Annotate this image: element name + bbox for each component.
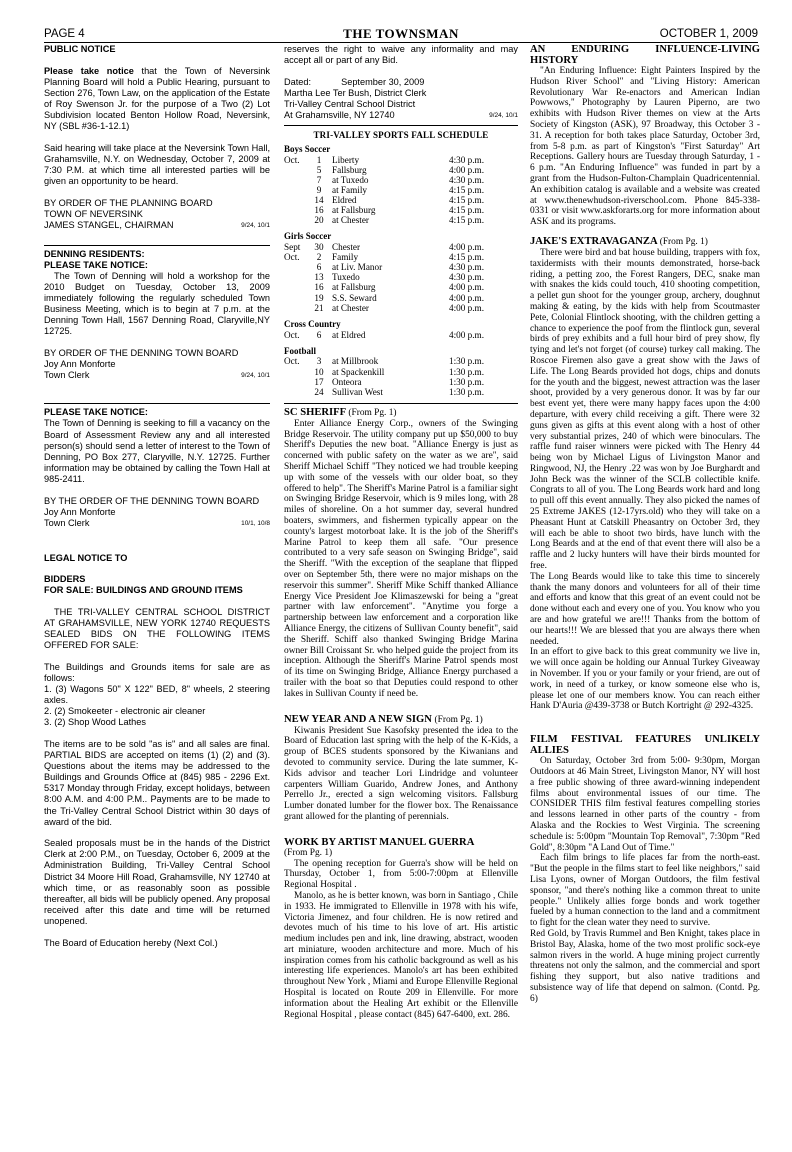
notice-signature-row <box>44 370 270 381</box>
schedule-opponent: at Liv. Manor <box>332 262 383 273</box>
notice-paragraph: Sealed proposals must be in the hands of the District Clerk at 2:00 P.M., on Tuesday, October 6, 2009 at the Administration Building, Tri-Valley Central School District 34 Moore Hill Road, Grahamsville, NY 12740 at which time, or as reasonably soon as possible thereafter, all bids will be publicly opened. Any proposal received after this date and time will be returned unopened. <box>44 838 270 926</box>
schedule-opponent: at Chester <box>332 302 369 313</box>
schedule-month <box>284 282 306 292</box>
publication-dates: 9/24, 10/1 <box>489 111 518 119</box>
article-paragraph: Red Gold, by Travis Rummel and Ben Knight, takes place in Bristol Bay, Alaska, home of the two most prolific sock-eye salmon rivers in the world. A huge mining project currently threatens not only the salmon, and the commercial and sport fishing they support, but also native traditions and subsistence way of life that depend on salmon. (Contd. Pg. 6) <box>530 928 760 1004</box>
notice-paragraph: Said hearing will take place at the Neversink Town Hall, Grahamsville, N.Y. on Wednesday, October 7, 2009 at 7:30 P.M. at which time all interested parties will be given an opportunity to be heard. <box>44 142 270 186</box>
schedule-time: 4:30 p.m. <box>449 262 484 273</box>
schedule-month: Sept <box>284 242 301 253</box>
table-row <box>284 195 518 205</box>
page-header <box>44 28 758 43</box>
article-new-sign <box>284 714 518 823</box>
schedule-month: Oct. <box>284 154 300 165</box>
notice-neversink-hearing <box>44 44 270 231</box>
notice-title: PLEASE TAKE NOTICE: <box>44 259 148 270</box>
schedule-month <box>284 262 306 272</box>
article-paragraph: "An Enduring Influence: Eight Painters Inspired by the Hudson River School" and "Living History: American Revolutionary War Re-enactors and American Indian Powwows," Photography by Lauren Piperno, are two exhibits with Hudson River themes on view at the Arts Society of Kingston (ASK), 97 Broadway, this October 3 - 31. A reception for both takes place Saturday, October 3rd, from 5-8 p.m. as part of Kingston's "First Saturday" Art Receptions. Gallery hours are Tuesday through Saturday, 1 - 6 p.m. "An Enduring Influence" was funded in part by a grant from the Hudson-Fulton-Champlain Quadricentennial. An exhibition catalog is available and a website was created at www.thenewhudson-riverschool.com. Phone 845-338-0331 or visit www.askforarts.org for more information about ASK and its programs. <box>530 66 760 228</box>
notice-signature-line: TOWN OF NEVERSINK <box>44 208 143 219</box>
article-headline <box>284 407 518 419</box>
schedule-month <box>284 165 306 175</box>
schedule-category: Boys Soccer <box>284 143 331 154</box>
schedule-day: 1 <box>316 154 322 165</box>
notice-signature-line: At Grahamsville, NY 12740 <box>284 109 395 120</box>
sports-schedule <box>284 130 518 397</box>
article-paragraph: On Saturday, October 3rd from 5:00- 9:30pm, Morgan Outdoors at 46 Main Street, Livingston Manor, NY will host a free public showing of three award-winning independent films about environmental issues of our time. The CONSIDER THIS film festival features compelling stories and lessons learned in other parts of the country - from Alaska and the Rockies to West Virginia. The screening schedule is: 5:00pm "Mountain Top Removal", 7:30pm "Red Gold", 8:30pm "A Land Out of Time." <box>530 756 760 853</box>
schedule-time: 1:30 p.m. <box>449 386 484 397</box>
table-row <box>284 356 518 366</box>
table-row <box>284 377 518 387</box>
schedule-opponent: S.S. Seward <box>332 292 377 303</box>
table-row <box>284 262 518 272</box>
schedule-day: 24 <box>314 386 324 397</box>
schedule-time: 4:15 p.m. <box>449 195 484 206</box>
notice-title: BIDDERS <box>44 574 86 585</box>
schedule-day: 5 <box>316 164 322 175</box>
schedule-month: Oct. <box>284 329 300 340</box>
schedule-time: 4:00 p.m. <box>449 302 484 313</box>
publication-dates: 10/1, 10/8 <box>241 519 270 527</box>
column-middle <box>284 44 518 1144</box>
table-row <box>284 293 518 303</box>
schedule-month: Oct. <box>284 252 300 263</box>
table-row <box>284 367 518 377</box>
table-row <box>284 185 518 195</box>
schedule-month <box>284 303 306 313</box>
schedule-day: 14 <box>314 195 324 206</box>
notice-signature-line: Joy Ann Monforte <box>44 506 116 517</box>
schedule-day: 19 <box>314 292 324 303</box>
schedule-body <box>284 144 518 397</box>
schedule-opponent: Sullivan West <box>332 386 383 397</box>
schedule-time: 4:00 p.m. <box>449 282 484 293</box>
divider <box>284 403 518 404</box>
notice-signature-row <box>284 110 518 121</box>
schedule-day: 3 <box>316 356 322 367</box>
schedule-opponent: Chester <box>332 242 361 253</box>
article-paragraph: In an effort to give back to this great community we live in, we will once again be holding our Annual Turkey Giveaway in November. If you or your family or your friend, are out of work, in need of a turkey, or know someone else who is, please let one of our members know. You can reach either Hank D'Auria @439-3738 or Butch Kortright @ 292-4325. <box>530 647 760 712</box>
schedule-opponent: at Tuxedo <box>332 174 369 185</box>
schedule-time: 4:00 p.m. <box>449 242 484 253</box>
schedule-day: 2 <box>316 252 322 263</box>
schedule-time: 1:30 p.m. <box>449 376 484 387</box>
table-row <box>284 155 518 165</box>
column-legal-notices <box>44 44 270 1144</box>
notice-signature-line: Tri-Valley Central School District <box>284 98 416 109</box>
dated-line <box>284 77 518 88</box>
schedule-month: Oct. <box>284 356 300 367</box>
schedule-time: 4:00 p.m. <box>449 329 484 340</box>
schedule-day: 16 <box>314 205 324 216</box>
table-row <box>284 282 518 292</box>
article-paragraph: Enter Alliance Energy Corp., owners of the Swinging Bridge Reservoir. The utility company put up $50,000 to buy Sheriff's Deputies the new boat. "Alliance Energy is just as concerned with public safety on the water as we are", said Sheriff Michael Schiff "They noticed we had trouble keeping up with some of the vessels with our older boat, so they offered to help". The Sheriff's Marine Patrol is a familiar sight on Swinging Bridge Reservoir, which is 9 miles long, with 28 miles of shoreline. On a hot summer day, several hundred boaters, swimmers, and fishermen typically appear on the county's largest motorboat lake. It is the job of the Sheriff's Marine Patrol to keep them all safe. "Our presence contributed to a very safe season on Swinging Bridge", said the Sheriff. "With the exception of the seaplane that flipped over on September 5th, there were no major mishaps on the reservoir this summer". Sheriff Mike Schiff thanked Alliance Energy Vice President Joe Klimaszewski for being a "great partner with law enforcement". "Anytime you forge a partnership between law enforcement and a corporation like Alliance Energy, the citizens of Sullivan County benefit", said the Sheriff. Schiff also thanked Swinging Bridge Marina owner Bill Croissant Sr. who helped guide the project from its inception. Although the Sheriff's Marine Patrol spends most of its time on Swinging Bridge, Alliance Energy purchased a trailer with the boat so that Deputies could respond to other lakes in Sullivan County if need be. <box>284 418 518 699</box>
table-row <box>284 205 518 215</box>
continued-from: (From Pg. 1) <box>434 714 483 725</box>
article-jakes-extravaganza <box>530 236 760 712</box>
notice-paragraph: The Board of Education hereby (Next Col.) <box>44 937 218 948</box>
schedule-day: 16 <box>314 282 324 293</box>
schedule-time: 4:15 p.m. <box>449 205 484 216</box>
schedule-table <box>284 330 518 340</box>
schedule-table <box>284 155 518 226</box>
schedule-month <box>284 293 306 303</box>
schedule-day: 7 <box>316 174 322 185</box>
schedule-month <box>284 215 306 225</box>
schedule-opponent: at Millbrook <box>332 356 379 367</box>
article-headline <box>284 714 518 726</box>
schedule-month <box>284 367 306 377</box>
newspaper-title: THE TOWNSMAN <box>343 26 459 41</box>
list-item: 1. (3) Wagons 50" X 122" BED, 8" wheels, 2 steering axles. <box>44 684 270 706</box>
continued-from: (From Pg. 1) <box>659 236 708 247</box>
notice-denning-vacancy <box>44 407 270 528</box>
continued-from: (From Pg. 1) <box>348 407 397 418</box>
schedule-time: 4:30 p.m. <box>449 272 484 283</box>
schedule-opponent: Liberty <box>332 154 360 165</box>
notice-title: LEGAL NOTICE TO <box>44 552 128 563</box>
schedule-day: 30 <box>314 242 324 253</box>
schedule-month <box>284 205 306 215</box>
schedule-opponent: Onteora <box>332 376 362 387</box>
schedule-day: 17 <box>314 376 324 387</box>
list-item: 3. (2) Shop Wood Lathes <box>44 717 146 728</box>
article-headline: WORK BY ARTIST MANUEL GUERRA <box>284 836 475 848</box>
table-row <box>284 272 518 282</box>
schedule-opponent: at Fallsburg <box>332 282 376 293</box>
table-row <box>284 330 518 340</box>
schedule-opponent: at Family <box>332 184 367 195</box>
schedule-month <box>284 195 306 205</box>
notice-title: DENNING RESIDENTS: <box>44 248 145 259</box>
schedule-table <box>284 242 518 313</box>
bid-notice-continued <box>284 44 518 121</box>
list-item: 2. (2) Smokeeter - electronic air cleaner <box>44 706 206 717</box>
notice-signature-line: BY THE ORDER OF THE DENNING TOWN BOARD <box>44 495 260 506</box>
schedule-time: 1:30 p.m. <box>449 356 484 367</box>
notice-signature-line: Martha Lee Ter Bush, District Clerk <box>284 87 427 98</box>
schedule-table <box>284 356 518 396</box>
schedule-day: 6 <box>316 329 322 340</box>
notice-paragraph <box>44 66 270 133</box>
article-manuel-guerra <box>284 837 518 1021</box>
continued-from: (From Pg. 1) <box>284 847 333 858</box>
table-row <box>284 303 518 313</box>
publication-dates: 9/24, 10/1 <box>241 221 270 229</box>
article-headline: FILM FESTIVAL FEATURES UNLIKELY ALLIES <box>530 734 760 757</box>
article-paragraph: The Long Beards would like to take this time to sincerely thank the many donors and volunteers for all of their time and efforts and know that this great of an event could not be done without each and every one of you. You know who you are and how grateful we are!!! Thanks from the bottom of our hearts!!! We are blessed that you are always there when needed. <box>530 571 760 647</box>
schedule-opponent: Fallsburg <box>332 164 367 175</box>
schedule-category: Girls Soccer <box>284 231 332 242</box>
publication-dates: 9/24, 10/1 <box>241 372 270 380</box>
dated-label: Dated: <box>284 76 312 87</box>
headline-text: SC SHERIFF <box>284 406 346 418</box>
schedule-month <box>284 272 306 282</box>
notice-title: PLEASE TAKE NOTICE: <box>44 407 148 418</box>
schedule-time: 4:15 p.m. <box>449 252 484 263</box>
headline-text: JAKE'S EXTRAVAGANZA <box>530 235 658 247</box>
article-paragraph: Manolo, as he is better known, was born in Santiago , Chile in 1933. He immigrated to Ellenville in 1978 with his wife, Victoria Jimenez, and four children. He is now retired and devotes much of his time to his love of art. His artistic medium includes pen and ink, line drawing, abstract, wooden art miniature, wooden architecture and more. Much of his inspiration comes from his catholic background as well as his interesting life experiences. Manolo's art has been exhibited throughout New York , Miami and Europe Ellenville Regional Hospital is located on Route 209 in Ellenville. For more information about the Healing Art exhibit or the Ellenville Regional Hospital , please contact (845) 647-6400, ext. 286. <box>284 890 518 1020</box>
schedule-category: Cross Country <box>284 318 341 329</box>
schedule-day: 9 <box>316 184 322 195</box>
notice-lead: Please take notice <box>44 65 134 76</box>
article-paragraph: Kiwanis President Sue Kasofsky presented the idea to the Board of Education last spring with the help of the K-Kids, a group of BCES students sponsored by the Kiwanians and devoted to community service. During the late summer, K-Kids advisor and teacher Lori Lindridge and volunteer carpenters William Guarido, Andrew Jones, and Anthony Perrello Jr., erected a sign welcoming visitors. Fallsburg Lumber donated lumber for the flower box. The Renaissance grant allowed for the planting of perennials. <box>284 725 518 822</box>
notice-signature-line: BY ORDER OF THE PLANNING BOARD <box>44 197 213 208</box>
notice-paragraph: reserves the right to waive any informality and may accept all or part of any Bid. <box>284 44 518 66</box>
article-enduring-influence <box>530 44 760 228</box>
notice-signature-line: BY ORDER OF THE DENNING TOWN BOARD <box>44 348 239 359</box>
notice-paragraph: The Town of Denning will hold a workshop for the 2010 Budget on Tuesday, October 13, 2009 immediately following the regularly scheduled Town Business Meeting, which is to begin at 7 p.m. at the Denning Town Hall, 1567 Denning Road, Claryville,NY 12725. <box>44 271 270 337</box>
divider <box>44 245 270 246</box>
article-paragraph: There were bird and bat house building, trappers with fox, taxidermists with their mounts demonstrated, horse-back riding, a petting zoo, the Forest Rangers, DEC, snake man with snakes the kids could touch, 410 shooting competition, a pellet gun shoot for the younger group, archery, doughnut making & eating, by the kids with help from Scoutmaster Pete, Colonial Flintlock shooting, with the children getting a chance to experience the poof from the flintlock gun, several birds of prey exhibits and a full hour bird of prey show, fly tying and let's not forget (of course) turkey call making. The Roscoe Firemen also gave a great show with the Jaws of Life. The Long Beards provided hot dogs, chips and donuts for the youth and the biggest, newest attraction was the laser shoot, provided by a very generous donor. It was by far our best event yet, there were many happy faces upon the 4:00 departure, with every child receiving a gift. There were 32 guns given as gifts at this event along with a host of other very substantial prizes, 240 of which were binoculars. The raffle fund raiser winners were picked with The Henry 44 being won by Michael Ligus of Livingston Manor and Ringwood, NJ, the Henry .22 was won by Joe Burghardt and John Beck was the winner of the SCLB collectible knife. Congrats to all of you. The Long Beards work hard and long to pull off this event annually. They also picked the names of 25 Extreme JAKES (12-17yrs.old) who they will take on a Pheasant Hunt at Catskill Pheasantry on October 3rd, they will each be able to shoot two birds, have lunch with the Long Beards and at the end of that event there will also be a raffle and 2 lucky hunters will have their birds mounted for free. <box>530 247 760 572</box>
schedule-opponent: at Spackenkill <box>332 366 385 377</box>
dated-value: September 30, 2009 <box>341 76 425 87</box>
column-right <box>530 44 760 1144</box>
schedule-month <box>284 387 306 397</box>
schedule-month <box>284 185 306 195</box>
schedule-opponent: at Eldred <box>332 329 366 340</box>
page-number: PAGE 4 <box>44 28 85 40</box>
notice-bidders <box>44 553 270 949</box>
schedule-day: 21 <box>314 302 324 313</box>
article-film-festival <box>530 734 760 1004</box>
schedule-opponent: Family <box>332 252 359 263</box>
table-row <box>284 175 518 185</box>
notice-paragraph: The items are to be sold "as is" and all sales are final. PARTIAL BIDS are accepted on items (1) (2) and (3). Questions about the items may be addressed to the Buildings and Grounds Office at (845) 985 - 2296 Ext. 5317 Monday through Friday, except holidays, between 8:00 A.M. and 4:00 P.M.. Payments are to be made to the Tri-Valley Central School District within 30 days of award of the bid. <box>44 739 270 827</box>
schedule-time: 4:30 p.m. <box>449 154 484 165</box>
table-row <box>284 252 518 262</box>
article-paragraph: The opening reception for Guerra's show will be held on Thursday, October 1, from 5:00-7:00pm at Ellenville Regional Hospital . <box>284 858 518 891</box>
schedule-time: 4:15 p.m. <box>449 184 484 195</box>
schedule-time: 4:30 p.m. <box>449 174 484 185</box>
notice-signature-row <box>44 220 270 231</box>
notice-signature-line: JAMES STANGEL, CHAIRMAN <box>44 219 174 230</box>
schedule-day: 20 <box>314 215 324 226</box>
notice-signature-row <box>44 518 270 529</box>
schedule-time: 4:15 p.m. <box>449 215 484 226</box>
table-row <box>284 215 518 225</box>
notice-title: FOR SALE: BUILDINGS AND GROUND ITEMS <box>44 585 243 596</box>
article-sc-sheriff <box>284 407 518 700</box>
schedule-day: 13 <box>314 272 324 283</box>
schedule-time: 4:00 p.m. <box>449 292 484 303</box>
schedule-opponent: Tuxedo <box>332 272 360 283</box>
table-row <box>284 387 518 397</box>
notice-paragraph: The Town of Denning is seeking to fill a vacancy on the Board of Assessment Review any and all interested person(s) should send a letter of interest to the Town of Denning, PO Box 277, Claryville, N.Y. 12725. Further information may be obtained by calling the Town Hall at 985-2411. <box>44 418 270 484</box>
table-row <box>284 242 518 252</box>
schedule-opponent: at Chester <box>332 215 369 226</box>
notice-title: PUBLIC NOTICE <box>44 44 116 54</box>
schedule-day: 10 <box>314 366 324 377</box>
notice-paragraph: THE TRI-VALLEY CENTRAL SCHOOL DISTRICT AT GRAHAMSVILLE, NEW YORK 12740 REQUESTS SEALED BIDS ON THE FOLLOWING ITEMS OFFERED FOR SALE: <box>44 607 270 651</box>
schedule-opponent: Eldred <box>332 195 357 206</box>
notice-paragraph: The Buildings and Grounds items for sale are as follows: <box>44 661 270 684</box>
article-headline: AN ENDURING INFLUENCE-LIVING HISTORY <box>530 44 760 66</box>
notice-signature-line: Joy Ann Monforte <box>44 359 116 370</box>
issue-date: OCTOBER 1, 2009 <box>659 28 758 40</box>
schedule-month <box>284 175 306 185</box>
schedule-opponent: at Fallsburg <box>332 205 376 216</box>
notice-signature-line: Town Clerk <box>44 370 90 381</box>
schedule-time: 1:30 p.m. <box>449 366 484 377</box>
article-paragraph: Each film brings to life places far from the north-east. "But the people in the films start to feel like neighbors," said Lisa Lyons, owner of Morgan Outdoors, the film festival sponsor, "and there's nothing like a common threat to unite people." Unlikely allies forge bonds and work together fueled by a human connection to the land and a commitment to fight for the clean water they need to survive. <box>530 853 760 929</box>
headline-text: NEW YEAR AND A NEW SIGN <box>284 713 432 725</box>
schedule-month <box>284 377 306 387</box>
table-row <box>284 165 518 175</box>
article-headline <box>530 236 760 248</box>
schedule-time: 4:00 p.m. <box>449 164 484 175</box>
notice-denning-budget <box>44 249 270 382</box>
divider <box>44 403 270 404</box>
notice-signature-line: Town Clerk <box>44 517 90 528</box>
divider <box>284 125 518 126</box>
schedule-title: TRI-VALLEY SPORTS FALL SCHEDULE <box>313 130 489 141</box>
schedule-category: Football <box>284 345 317 356</box>
schedule-day: 6 <box>316 262 322 273</box>
notice-text: that the Town of Neversink Planning Board will hold a Public Hearing, pursuant to Section 276, Town Law, on the application of the Estate of Roy Swenson Jr. for the purpose of a Two (2) Lot Subdivision located Benton Hollow Road, Neversink, NY (SBL #36-1-12.1) <box>44 65 270 132</box>
